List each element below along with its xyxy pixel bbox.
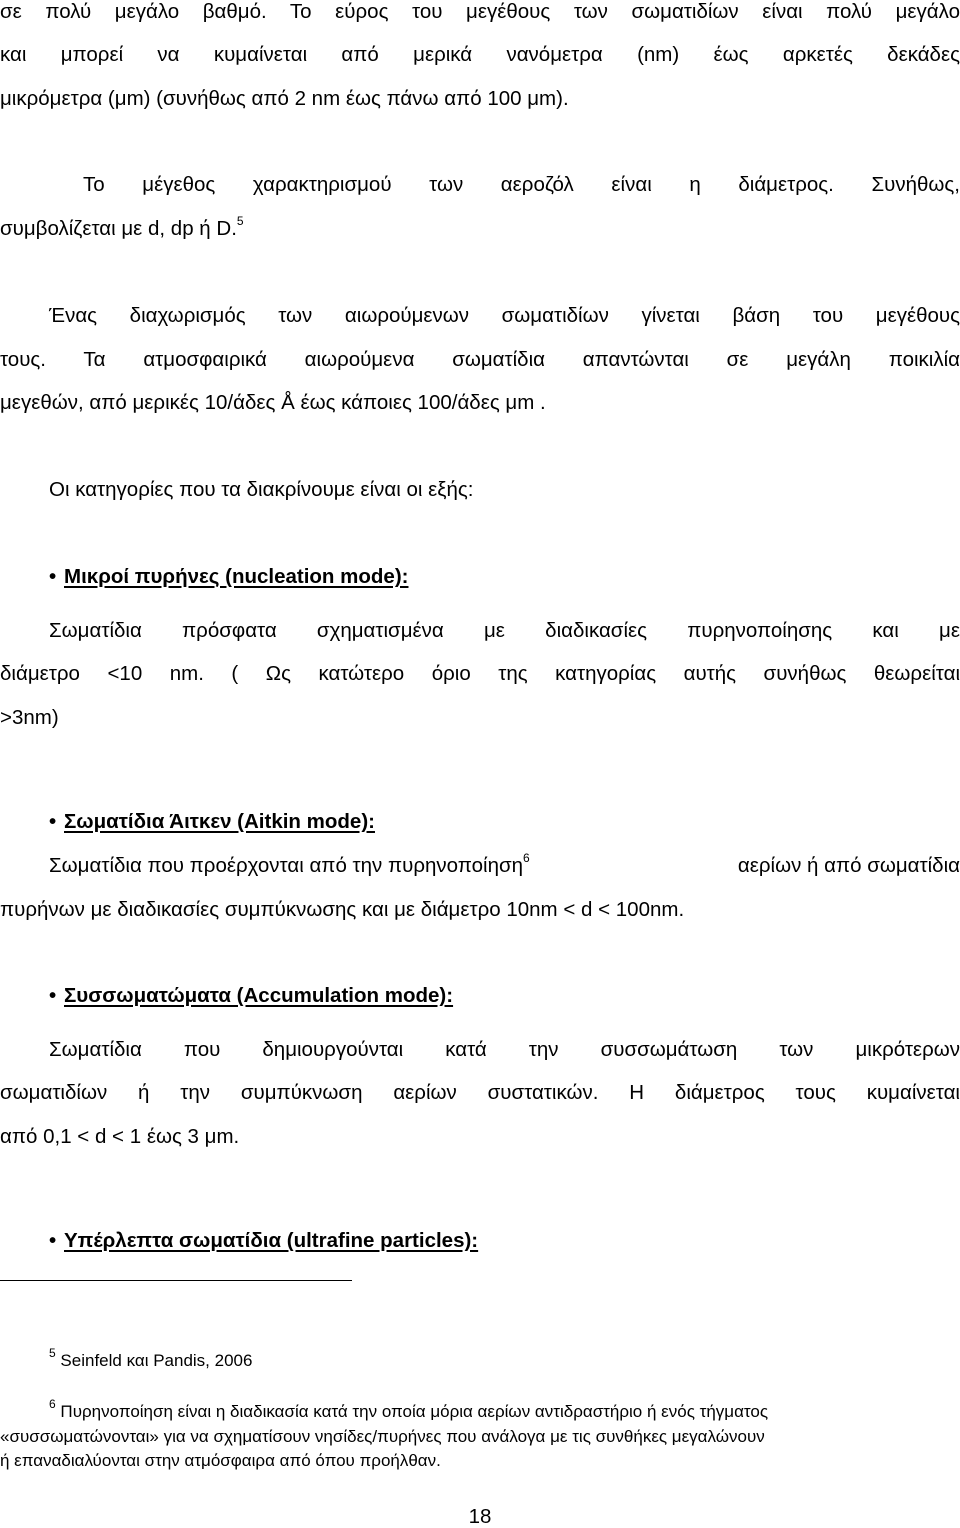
size-line-1: Το μέγεθος χαρακτηρισμού των αεροζόλ είναι η διάμετρος. Συνήθως, (83, 173, 960, 196)
footnote-5-number: 5 (49, 1346, 56, 1361)
accumulation-title: Συσσωματώματα (Accumulation mode): (64, 984, 454, 1007)
separation-line-2: τους. Τα ατμοσφαιρικά αιωρούμενα σωματίδια απαντώνται σε μεγάλη ποικιλία (0, 348, 960, 371)
size-line-2-text: συμβολίζεται με d, dp ή D. (0, 217, 237, 240)
nucleation-heading (49, 567, 960, 588)
footnote-separator (0, 1280, 352, 1281)
aitken-line-1-end: αερίων ή από σωματίδια (737, 854, 960, 877)
bullet-icon: • (49, 810, 57, 833)
nucleation-title: Μικροί πυρήνες (nucleation mode): (64, 565, 409, 588)
size-line-2 (0, 214, 960, 240)
intro-line-1: σε πολύ μεγάλο βαθμό. Το εύρος του μεγέθους των σωματιδίων είναι πολύ μεγάλο (0, 0, 960, 23)
categories-intro: Οι κατηγορίες που τα διακρίνουμε είναι οι εξής: (49, 478, 474, 501)
footnote-ref-5[interactable]: 5 (236, 214, 244, 229)
separation-line-1: Ένας διαχωρισμός των αιωρούμενων σωματιδίων γίνεται βάση του μεγέθους (49, 304, 960, 327)
nucleation-line-3: >3nm) (0, 706, 59, 729)
nucleation-line-1: Σωματίδια πρόσφατα σχηματισμένα με διαδικασίες πυρηνοποίησης και με (49, 619, 960, 642)
separation-line-3: μεγεθών, από μερικές 10/άδες Å έως κάποιες 100/άδες μm . (0, 391, 546, 414)
accumulation-line-1: Σωματίδια που δημιουργούνται κατά την συσσωμάτωση των μικρότερων (49, 1038, 960, 1061)
footnote-6-number: 6 (49, 1397, 56, 1412)
aitken-line-1-start (49, 851, 530, 877)
aitken-line-1-text: Σωματίδια που προέρχονται από την πυρηνοποίηση (49, 854, 524, 877)
aitken-heading (49, 812, 960, 833)
footnote-ref-6[interactable]: 6 (523, 851, 530, 866)
intro-line-2: και μπορεί να κυμαίνεται από μερικά νανόμετρα (nm) έως αρκετές δεκάδες (0, 43, 960, 66)
bullet-icon: • (49, 1229, 57, 1252)
nucleation-line-2: διάμετρο <10 nm. ( Ως κατώτερο όριο της κατηγορίας αυτής συνήθως θεωρείται (0, 662, 960, 685)
accumulation-line-3: από 0,1 < d < 1 έως 3 μm. (0, 1125, 240, 1148)
bullet-icon: • (49, 984, 57, 1007)
footnote-6-text-1: Πυρηνοποίηση είναι η διαδικασία κατά την οποία μόρια αερίων αντιδραστήριο ή ενός τήγματος (60, 1402, 769, 1421)
ultrafine-heading (49, 1231, 960, 1252)
aitken-line-1 (49, 851, 960, 877)
footnote-5-text: Seinfeld και Pandis, 2006 (60, 1351, 253, 1370)
intro-line-3: μικρόμετρα (μm) (συνήθως από 2 nm έως πάνω από 100 μm). (0, 87, 569, 110)
ultrafine-title: Υπέρλεπτα σωματίδια (ultrafine particles): (64, 1229, 479, 1252)
accumulation-heading (49, 986, 960, 1007)
footnote-5 (49, 1346, 960, 1370)
aitken-line-2: πυρήνων με διαδικασίες συμπύκνωσης και με διάμετρο 10nm < d < 100nm. (0, 898, 685, 921)
bullet-icon: • (49, 565, 57, 588)
footnote-6-line-1 (49, 1397, 960, 1421)
footnote-6-line-3: ή επαναδιαλύονται στην ατμόσφαιρα από όπου προήλθαν. (0, 1451, 441, 1470)
accumulation-line-2: σωματιδίων ή την συμπύκνωση αερίων συστατικών. Η διάμετρος τους κυμαίνεται (0, 1081, 960, 1104)
page-number: 18 (468, 1505, 492, 1528)
footnote-6-line-2: «συσσωματώνονται» για να σχηματίσουν νησίδες/πυρήνες που ανάλογα με τις συνθήκες μεγαλώνουν (0, 1427, 765, 1446)
aitken-title: Σωματίδια Άιτκεν (Aitkin mode): (64, 810, 375, 833)
